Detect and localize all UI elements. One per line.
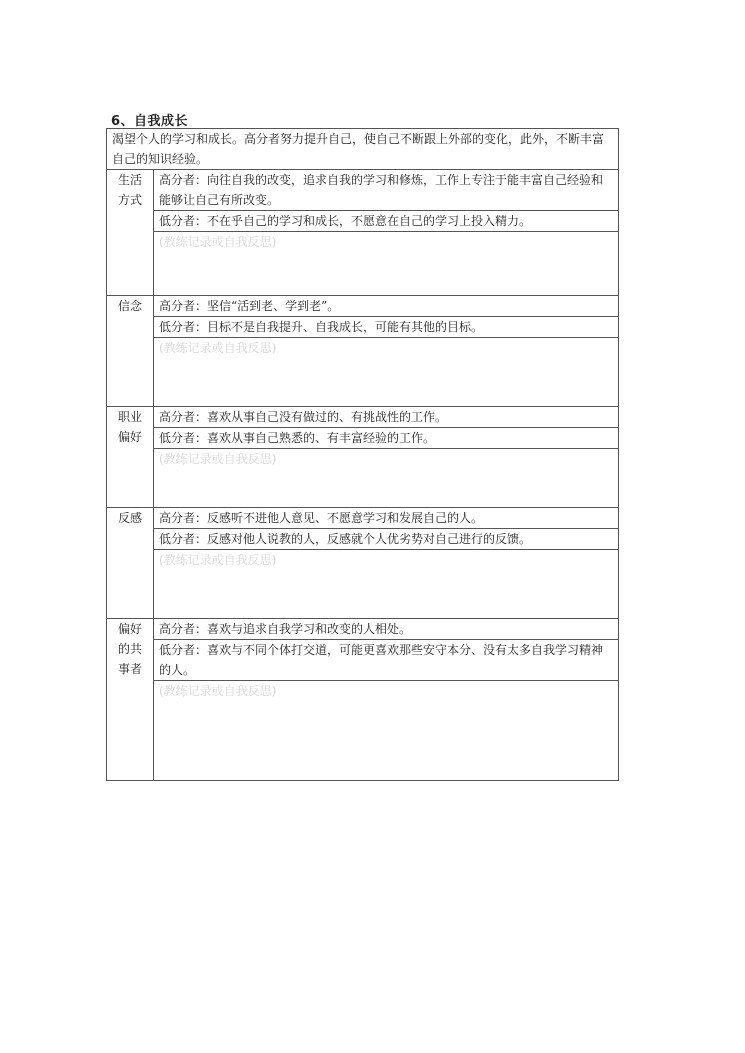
notes-field[interactable]: (教练记录或自我反思) <box>154 681 619 781</box>
self-growth-table <box>106 128 619 781</box>
intro-text: 渴望个人的学习和成长。高分者努力提升自己，使自己不断跟上外部的变化，此外，不断丰富自己的知识经验。 <box>107 129 619 170</box>
low-scorer-text: 低分者：喜欢与不同个体打交道，可能更喜欢那些安守本分、没有太多自我学习精神的人。 <box>154 640 619 681</box>
low-scorer-text: 低分者：目标不是自我提升、自我成长，可能有其他的目标。 <box>154 317 619 338</box>
low-scorer-text: 低分者：不在乎自己的学习和成长，不愿意在自己的学习上投入精力。 <box>154 211 619 232</box>
section-title: 6、自我成长 <box>111 114 189 129</box>
notes-field[interactable]: (教练记录或自我反思) <box>154 338 619 407</box>
high-scorer-text: 高分者：喜欢从事自己没有做过的、有挑战性的工作。 <box>154 407 619 428</box>
category-preferred-coworkers: 偏好的共事者 <box>107 619 154 781</box>
high-scorer-text: 高分者：坚信“活到老、学到老”。 <box>154 296 619 317</box>
category-belief: 信念 <box>107 296 154 407</box>
low-scorer-text: 低分者：喜欢从事自己熟悉的、有丰富经验的工作。 <box>154 428 619 449</box>
high-scorer-text: 高分者：喜欢与追求自我学习和改变的人相处。 <box>154 619 619 640</box>
notes-field[interactable]: (教练记录或自我反思) <box>154 232 619 296</box>
high-scorer-text: 高分者：向往自我的改变，追求自我的学习和修炼，工作上专注于能丰富自己经验和能够让自己有所改变。 <box>154 170 619 211</box>
category-lifestyle: 生活方式 <box>107 170 154 296</box>
category-career-preference: 职业偏好 <box>107 407 154 508</box>
high-scorer-text: 高分者：反感听不进他人意见、不愿意学习和发展自己的人。 <box>154 508 619 529</box>
category-aversion: 反感 <box>107 508 154 619</box>
notes-field[interactable]: (教练记录或自我反思) <box>154 550 619 619</box>
notes-field[interactable]: (教练记录或自我反思) <box>154 449 619 508</box>
low-scorer-text: 低分者：反感对他人说教的人，反感就个人优劣势对自己进行的反馈。 <box>154 529 619 550</box>
